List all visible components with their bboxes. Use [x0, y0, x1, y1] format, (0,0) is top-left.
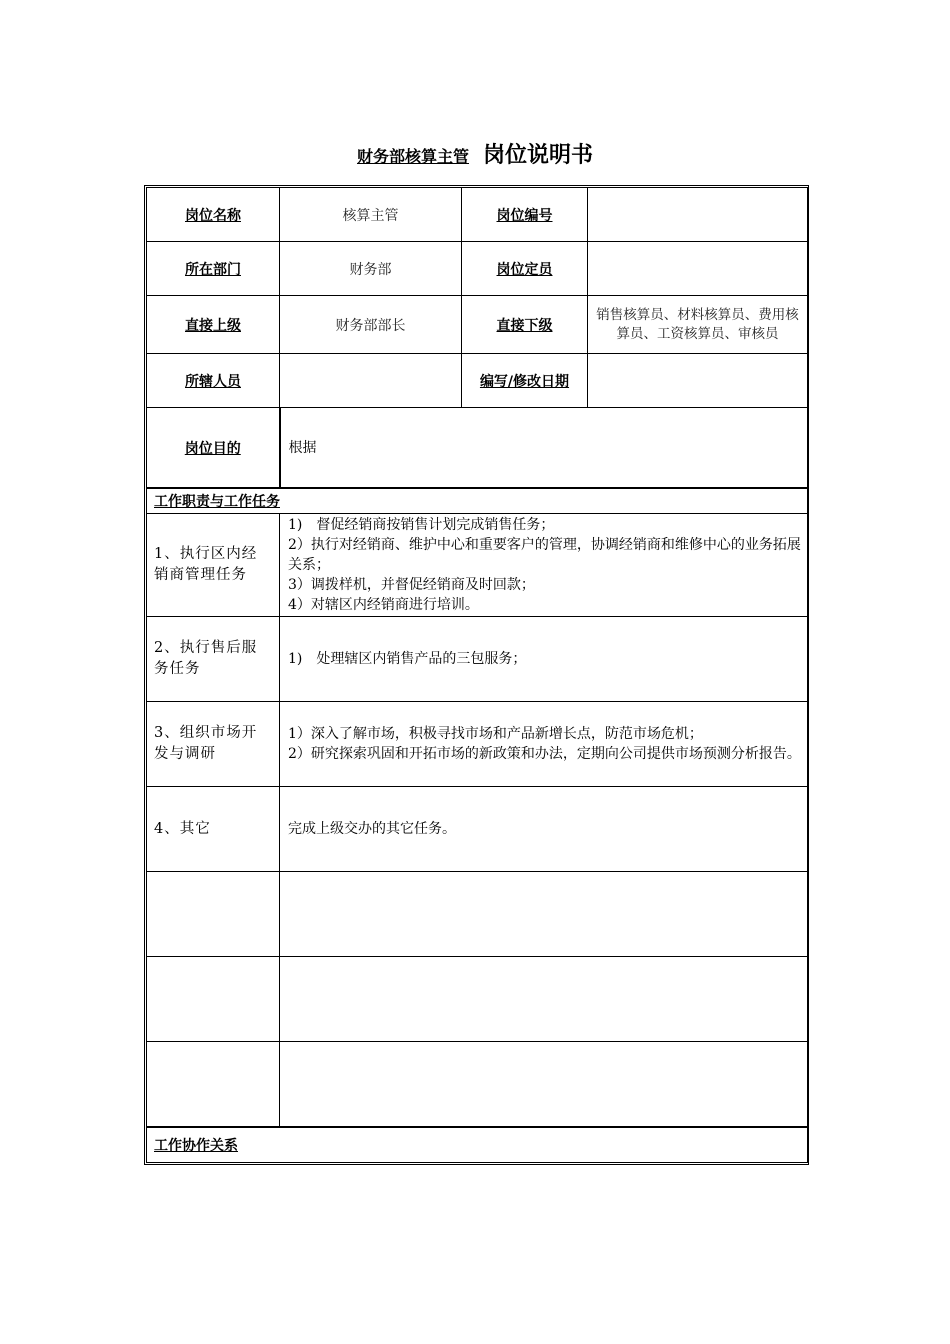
duty-task: 4、其它 [147, 787, 280, 872]
duty-line: 3）调拨样机，并督促经销商及时回款； [288, 577, 535, 593]
value-direct-superior: 财务部部长 [280, 296, 462, 354]
info-row [147, 242, 808, 296]
title-main: 岗位说明书 [483, 143, 594, 168]
value-headcount [588, 242, 808, 296]
purpose-row [147, 408, 808, 488]
duty-line: 2）研究探索巩固和开拓市场的新政策和办法，定期向公司提供市场预测分析报告。 [288, 746, 801, 762]
duty-line: 完成上级交办的其它任务。 [288, 821, 456, 837]
label-staff: 所辖人员 [147, 354, 280, 408]
label-direct-subordinate: 直接下级 [462, 296, 588, 354]
duty-row [147, 514, 808, 617]
duties-heading: 工作职责与工作任务 [147, 489, 808, 514]
empty-cell [280, 872, 808, 957]
empty-duty-row [147, 957, 808, 1042]
info-table [146, 187, 808, 408]
duty-row [147, 617, 808, 702]
duty-description [280, 787, 808, 872]
label-position-name: 岗位名称 [147, 188, 280, 242]
duty-row [147, 702, 808, 787]
duty-task: 2、执行售后服务任务 [147, 617, 280, 702]
cooperation-heading: 工作协作关系 [147, 1127, 808, 1163]
title-department: 财务部核算主管 [356, 147, 469, 166]
label-direct-superior: 直接上级 [147, 296, 280, 354]
value-position-name: 核算主管 [280, 188, 462, 242]
duties-table [146, 488, 808, 1163]
empty-cell [147, 957, 280, 1042]
empty-duty-row [147, 1042, 808, 1127]
duty-line: 2）执行对经销商、维护中心和重要客户的管理，协调经销商和维修中心的业务拓展关系； [288, 537, 801, 573]
empty-cell [280, 957, 808, 1042]
info-row [147, 296, 808, 354]
empty-cell [280, 1042, 808, 1127]
info-row [147, 188, 808, 242]
document-title [0, 138, 950, 169]
duty-description [280, 617, 808, 702]
cooperation-heading-row [147, 1127, 808, 1163]
empty-cell [147, 1042, 280, 1127]
value-position-code [588, 188, 808, 242]
label-purpose: 岗位目的 [147, 408, 280, 488]
value-direct-subordinate: 销售核算员、材料核算员、费用核算员、工资核算员、审核员 [588, 296, 808, 354]
duty-line: 1) 督促经销商按销售计划完成销售任务； [288, 517, 555, 533]
empty-duty-row [147, 872, 808, 957]
value-purpose: 根据 [280, 408, 808, 488]
duty-description [280, 702, 808, 787]
duty-task: 3、组织市场开发与调研 [147, 702, 280, 787]
empty-cell [147, 872, 280, 957]
purpose-table [146, 407, 808, 488]
value-department: 财务部 [280, 242, 462, 296]
label-position-code: 岗位编号 [462, 188, 588, 242]
duty-description [280, 514, 808, 617]
duty-line: 1）深入了解市场，积极寻找市场和产品新增长点，防范市场危机； [288, 726, 703, 742]
label-department: 所在部门 [147, 242, 280, 296]
duties-heading-row [147, 489, 808, 514]
duty-line: 4）对辖区内经销商进行培训。 [288, 597, 479, 613]
duty-row [147, 787, 808, 872]
label-headcount: 岗位定员 [462, 242, 588, 296]
value-staff [280, 354, 462, 408]
info-row [147, 354, 808, 408]
value-edit-date [588, 354, 808, 408]
label-edit-date: 编写/修改日期 [462, 354, 588, 408]
duty-task: 1、执行区内经销商管理任务 [147, 514, 280, 617]
duty-line: 1) 处理辖区内销售产品的三包服务； [288, 651, 527, 667]
